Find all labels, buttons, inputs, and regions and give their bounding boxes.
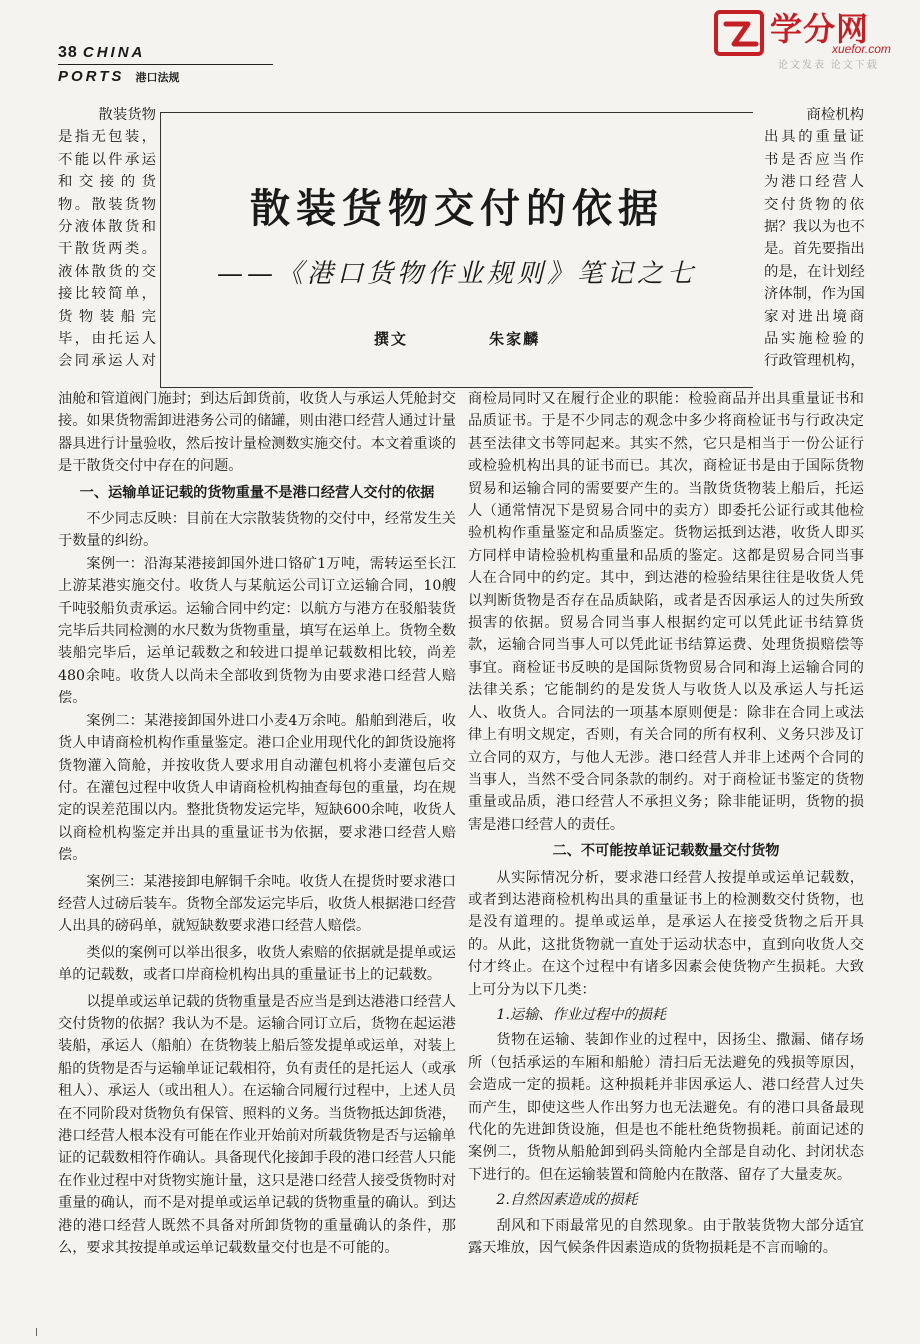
site-logo[interactable]: [712, 4, 902, 70]
left-side-column: [58, 104, 156, 373]
author-name: 朱家麟: [489, 330, 541, 348]
article-title: 散装货物交付的依据: [250, 186, 664, 232]
side-line: 的是，在计划经: [764, 263, 865, 280]
paragraph: 刮风和下雨最常见的自然现象。由于散装货物大部分适宜露天堆放，因气候条件因素造成的货物损耗是不言而喻的。: [468, 1217, 864, 1257]
right-side-column: [764, 104, 864, 373]
side-line: 液体散货的交: [58, 263, 156, 280]
magazine-name-line1: CHINA: [82, 44, 146, 61]
logo-brand: 学分网: [770, 11, 870, 47]
paragraph: 以提单或运单记载的货物重量是否应当是到达港港口经营人交付货物的依据？我认为不是。运输合同订立后，货物在起运港装船，承运人（船舶）在货物装上船后签发提单或运单，对装上船的货物是否与运输单证记载相符，负有责任的是托运人（或承租人）、承运人（或出租人）。在运输合同履行过程中，上述人员在不同阶段对货物负有保管、照料的义务。当货物抵达卸货港，港口经营人根本没有可能在作业开始前对所载货物是否与运输单证的记载数相符作确认。具备现代化接卸手段的港口经营人只能在作业过程中对货物实施计量，这只是港口经营人接受货物时对重量的确认，而不是对提单或运单记载的货物重量的确认。到达港的港口经营人既然不具备对所卸货物的重量确认的条件，那么，要求其按提单或运单记载数量交付也是不可能的。: [58, 993, 456, 1257]
side-line: 散装货物: [98, 107, 156, 123]
side-line: 会同承运人对: [58, 353, 156, 370]
page-number-line: [58, 42, 288, 62]
side-line: 毕，由托运人: [58, 331, 156, 348]
subheading-2: 2.自然因素造成的损耗: [496, 1192, 638, 1209]
side-line: 品实施检验的: [764, 331, 864, 348]
paragraph: 商检局同时又在履行企业的职能：检验商品并出具重量证书和品质证书。于是不少同志的观念中多少将商检证书与行政决定甚至法律文书等同起来。其实不然，它只是相当于一份公证行或检验机构出具的证书而已。其次，商检证书是由于国际货物贸易和运输合同的需要要产生的。当散货货物装上船后，托运人（通常情况下是贸易合同中的卖方）即委托公证行或其他检验机构作重量鉴定和品质鉴定。货物运抵到达港，收货人即买方同样申请检验机构重量和品质的鉴定。这都是贸易合同当事人在合同中的约定。其中，到达港的检验结果往往是收货人凭以判断货物是否存在品质缺陷，或者是否因承运人的过失所致损害的依据。贸易合同当事人根据约定可以凭此证书结算货款，运输合同当事人可以凭此证书结算运费、处理货损赔偿等事宜。商检证书反映的是国际货物贸易合同和海上运输合同的法律关系；它能制约的是发货人与收货人以及承运人与托运人、收货人。合同法的一项基本原则便是：除非在合同上或法律上有明文规定，否则，有关合同的所有权利、义务只涉及订立合同的双方，与他人无涉。港口经营人并非上述两个合同的当事人，当然不受合同条款的制约。对于商检证书鉴定的货物重量或品质，港口经营人不承担义务；除非能证明，货物的损害是港口经营人的责任。: [468, 391, 864, 833]
paragraph: 货物在运输、装卸作业的过程中，因扬尘、撒漏、储存场所（包括承运的车厢和船舱）清扫后无法避免的残损等原因，会造成一定的损耗。这种损耗并非因承运人、港口经营人过失而产生，即使这些人作出努力也无法避免。有的港口具备最现代化的先进卸货设施，但是也不能杜绝货物损耗。前面记述的案例二，货物从船舱卸到码头筒舱内全部是自动化、封闭状态下进行的。但在运输装置和筒舱内在散落、留存了大量麦灰。: [468, 1032, 864, 1183]
side-line: 接比较简单，: [58, 286, 156, 303]
author-line: [161, 328, 753, 349]
side-line: 济体制，作为国: [764, 286, 865, 303]
magazine-name-line2: PORTS: [58, 68, 125, 85]
paragraph: 不少同志反映：目前在大宗散装货物的交付中，经常发生关于数量的纠纷。: [58, 511, 456, 550]
side-line: 分液体散货和: [58, 219, 156, 236]
paragraph-case-1: 案例一：沿海某港接卸国外进口铬矿1万吨，需转运至长江上游某港实施交付。收货人与某航运公司订立运输合同，10艘千吨驳船负责承运。运输合同中约定：以航方与港方在驳船装货完毕后共同检测的水尺数为货物重量，填写在运单上。货物全数装船完毕后，运单记载数之和较进口提单记载数相比较，尚差480余吨。收货人以尚未全部收到货物为由要求港口经营人赔偿。: [58, 555, 456, 707]
side-line: 是。首先要指出: [764, 241, 865, 258]
side-line: 交付货物的依: [764, 196, 864, 213]
page-header: [58, 42, 288, 85]
side-line: 不能以件承运: [58, 151, 156, 168]
header-rule: [58, 64, 273, 65]
side-line: 据？我以为也不: [764, 219, 865, 236]
side-line: 行政管理机构，: [764, 353, 865, 370]
paragraph: 油舱和管道阀门施封；到达后卸货前，收货人与承运人凭舱封交接。如果货物需卸进港务公司的储罐，则由港口经营人通过计量器具进行计量验收，然后按计量检测数实施交付。本文着重谈的是干散货交付中存在的问题。: [58, 391, 456, 475]
paragraph-case-3: 案例三：某港接卸电解铜千余吨。收货人在提货时要求港口经营人过磅后装车。货物全部发运完毕后，收货人根据港口经营人出具的磅码单，就短缺数要求港口经营人赔偿。: [58, 873, 456, 935]
section-heading-1: 一、运输单证记载的货物重量不是港口经营人交付的依据: [79, 484, 435, 501]
column-tag: 港口法规: [135, 72, 180, 84]
article-subtitle: ——《港口货物作业规则》笔记之七: [216, 259, 697, 289]
subheading-1: 1.运输、作业过程中的损耗: [496, 1006, 666, 1023]
side-line: 商检机构: [806, 107, 864, 123]
side-line: 书是否应当作: [764, 151, 864, 168]
side-line: 出具的重量证: [764, 129, 864, 146]
paragraph-case-2: 案例二：某港接卸国外进口小麦4万余吨。船舶到港后，收货人申请商检机构作重量鉴定。港口企业用现代化的卸货设施将货物灌入筒舱，并按收货人要求用自动灌包机将小麦灌包后交付。在灌包过程中收货人申请商检机构抽查每包的重量，均在规定的误差范围以内。整批货物发运完毕，短缺600余吨，收货人以商检机构鉴定并出具的重量证书为依据，要求港口经营人赔偿。: [58, 712, 456, 864]
paragraph: 从实际情况分析，要求港口经营人按提单或运单记载数，或者到达港商检机构出具的重量证书上的检测数交付货物，也是没有道理的。提单或运单，是承运人在接受货物之后开具的。从此，这批货物就一直处于运动状态中，直到向收货人交付才终止。在这个过程中有诸多因素会使货物产生损耗。大致上可分为以下几类：: [468, 869, 864, 998]
side-line: 家对进出境商: [764, 308, 864, 325]
author-label: 撰文: [373, 330, 408, 348]
side-line: 物。散装货物: [58, 196, 156, 213]
right-body-column: [468, 388, 864, 1259]
page-number: 38: [58, 44, 78, 61]
side-line: 干散货两类。: [58, 241, 156, 258]
paragraph: 类似的案例可以举出很多，收货人索赔的依据就是提单或运单的记载数，或者口岸商检机构出具的重量证书上的记载数。: [58, 944, 456, 984]
section-heading-2: 二、不可能按单证记载数量交付货物: [552, 843, 780, 860]
side-line: 和交接的货: [58, 174, 156, 191]
side-line: 为港口经营人: [764, 174, 864, 191]
logo-url: xuefor.com: [832, 42, 891, 56]
logo-mark-icon: [712, 8, 770, 58]
side-line: 货物装船完: [58, 308, 156, 325]
page-corner-mark: [36, 1328, 43, 1336]
side-line: 是指无包装，: [58, 129, 156, 146]
left-body-column: [58, 388, 456, 1259]
title-box: [160, 112, 753, 388]
logo-slogan: 论文发表 论文下载: [778, 60, 879, 71]
